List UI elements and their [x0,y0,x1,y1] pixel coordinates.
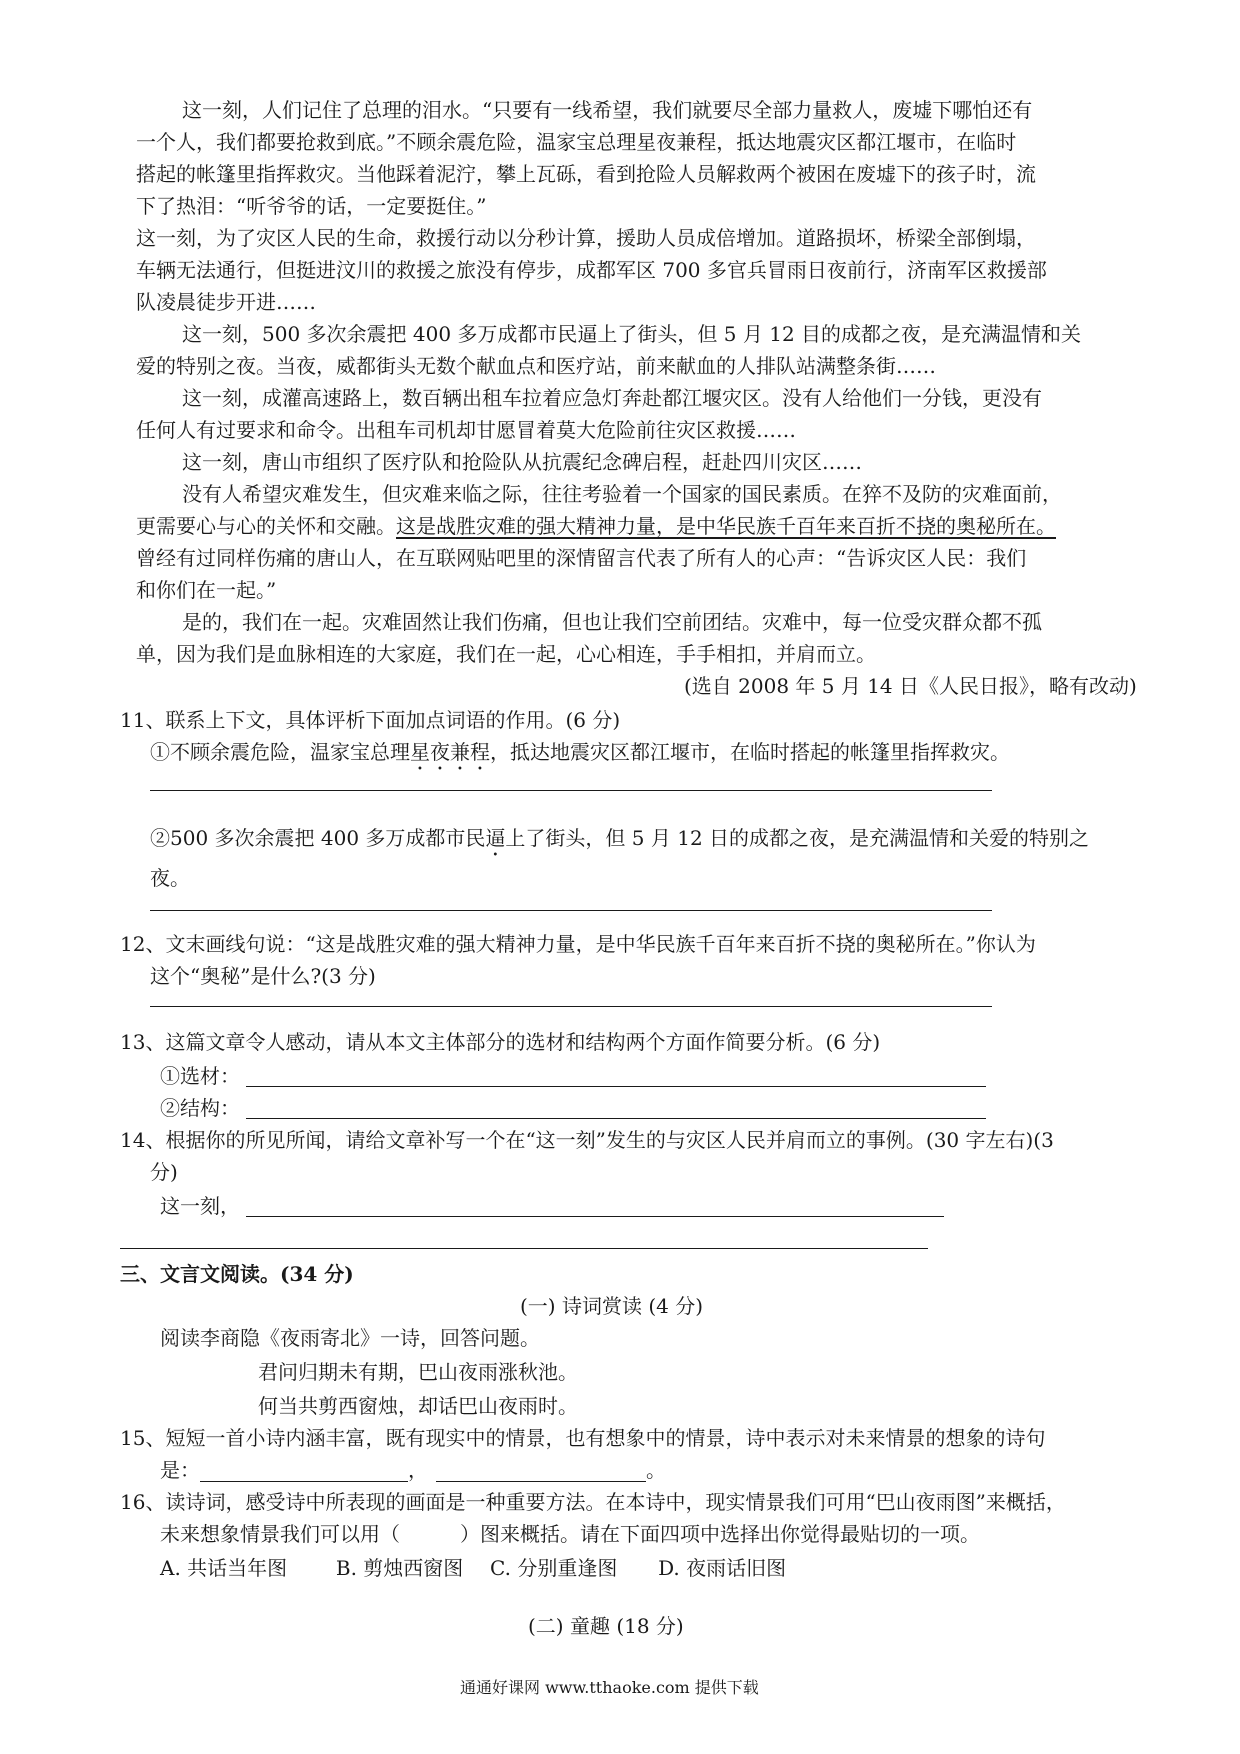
question-11-item-2-cont: 夜。 [150,866,190,890]
passage-line: 这一刻，唐山市组织了医疗队和抢险队从抗震纪念碑启程，赶赴四川灾区…… [182,450,862,474]
answer-line[interactable] [120,1248,928,1249]
answer-line[interactable] [150,1006,992,1007]
item-text: ， [408,1458,428,1482]
option-b[interactable]: B. 剪烛西窗图 [335,1556,464,1580]
passage-line: 和你们在一起。” [136,578,277,602]
item-text: 上了街头，但 5 月 12 日的成都之夜，是充满温情和关爱的特别之 [505,826,1090,850]
question-13: 13、这篇文章令人感动，请从本文主体部分的选材和结构两个方面作简要分析。(6 分) [120,1030,881,1054]
item-text: ②500 多次余震把 400 多万成都市民 [150,826,486,850]
question-15: 15、短短一首小诗内涵丰富，既有现实中的情景，也有想象中的情景，诗中表示对未来情景的想象的诗句 [120,1426,1046,1450]
poem-line: 何当共剪西窗烛，却话巴山夜雨时。 [258,1394,578,1418]
underlined-sentence: 这是战胜灾难的强大精神力量，是中华民族千百年来百折不挠的奥秘所在。 [396,514,1056,538]
question-14: 14、根据你的所见所闻，请给文章补写一个在“这一刻”发生的与灾区人民并肩而立的事例。(30 字左右)(3 [120,1128,1054,1152]
option-c[interactable]: C. 分别重逢图 [490,1556,618,1580]
passage-line: 这一刻，成灌高速路上，数百辆出租车拉着应急灯奔赴都江堰灾区。没有人给他们一分钱，更没有 [182,386,1042,410]
passage-line: 队凌晨徒步开进…… [136,290,316,314]
question-13-label-b: ②结构： [160,1096,240,1120]
answer-line[interactable] [246,1086,986,1087]
answer-line[interactable] [246,1118,986,1119]
subsection-heading: (二) 童趣 (18 分) [528,1614,684,1638]
answer-line[interactable] [150,910,992,911]
poem-line: 君问归期未有期，巴山夜雨涨秋池。 [258,1360,578,1384]
passage-line: 下了热泪：“听爷爷的话，一定要挺住。” [136,194,487,218]
passage-line: 爱的特别之夜。当夜，威都街头无数个献血点和医疗站，前来献血的人排队站满整条街…… [136,354,936,378]
option-a[interactable]: A. 共话当年图 [160,1556,288,1580]
dotted-word: 逼 [485,826,506,850]
question-11: 11、联系上下文，具体评析下面加点词语的作用。(6 分) [120,708,621,732]
passage-line: 车辆无法通行，但挺进汶川的救援之旅没有停步，成都军区 700 多官兵冒雨日夜前行，济南军区救援部 [136,258,1047,282]
question-12: 12、文末画线句说：“这是战胜灾难的强大精神力量，是中华民族千百年来百折不挠的奥秘所在。”你认为 [120,932,1036,956]
options-row [160,1556,786,1580]
passage-line: 一个人，我们都要抢救到底。”不顾余震危险，温家宝总理星夜兼程，抵达地震灾区都江堰市，在临时 [136,130,1017,154]
question-11-item-2 [150,826,1089,861]
item-text: 。 [646,1458,666,1482]
subsection-heading: (一) 诗词赏读 (4 分) [520,1294,704,1318]
answer-line[interactable] [150,790,992,791]
question-16: 16、读诗词，感受诗中所表现的画面是一种重要方法。在本诗中，现实情景我们可用“巴山夜雨图”来概括， [120,1490,1066,1514]
passage-line: 是的，我们在一起。灾难固然让我们伤痛，但也让我们空前团结。灾难中，每一位受灾群众都不孤 [182,610,1042,634]
passage-line: 这一刻，人们记住了总理的泪水。“只要有一线希望，我们就要尽全部力量救人，废墟下哪怕还有 [182,98,1033,122]
blank-1[interactable] [200,1463,408,1482]
answer-line[interactable] [246,1216,944,1217]
question-14-cont: 分) [150,1160,178,1184]
passage-line [136,514,1056,538]
option-d[interactable]: D. 夜雨话旧图 [658,1556,787,1580]
passage-line: 单，因为我们是血脉相连的大家庭，我们在一起，心心相连，手手相扣，并肩而立。 [136,642,876,666]
passage-line: 这一刻，500 多次余震把 400 多万成都市民逼上了街头，但 5 月 12 目的成都之夜，是充满温情和关 [182,322,1082,346]
section-heading: 三、文言文阅读。(34 分) [120,1262,354,1286]
dotted-word: 星夜兼程 [410,740,490,764]
instruction: 阅读李商隐《夜雨寄北》一诗，回答问题。 [160,1326,540,1350]
blank-2[interactable] [436,1463,646,1482]
question-15-cont [160,1458,666,1482]
question-13-label-a: ①选材： [160,1064,240,1088]
passage-line: 这一刻，为了灾区人民的生命，救援行动以分秒计算，援助人员成倍增加。道路损坏，桥梁全部倒塌， [136,226,1036,250]
footer: 通通好课网 www.tthaoke.com 提供下载 [460,1678,759,1697]
question-11-item-1 [150,740,1010,775]
item-text: ，抵达地震灾区都江堰市，在临时搭起的帐篷里指挥救灾。 [490,740,1010,764]
item-text: 是： [160,1458,200,1482]
passage-line: 搭起的帐篷里指挥救灾。当他踩着泥泞，攀上瓦砾，看到抢险人员解救两个被困在废墟下的孩子时，流 [136,162,1036,186]
passage-line: 没有人希望灾难发生，但灾难来临之际，往往考验着一个国家的国民素质。在猝不及防的灾难面前， [182,482,1062,506]
passage-line: 曾经有过同样伤痛的唐山人，在互联网贴吧里的深情留言代表了所有人的心声：“告诉灾区人民：我们 [136,546,1027,570]
passage-line: 任何人有过要求和命令。出租车司机却甘愿冒着莫大危险前往灾区救援…… [136,418,796,442]
passage-source: (选自 2008 年 5 月 14 日《人民日报》，略有改动) [684,674,1137,698]
question-14-prompt: 这一刻， [160,1194,240,1218]
question-12-cont: 这个“奥秘”是什么?(3 分) [150,964,376,988]
item-text: ①不顾余震危险，温家宝总理 [150,740,410,764]
passage-text: 更需要心与心的关怀和交融。 [136,514,396,538]
question-16-cont: 未来想象情景我们可以用（ ）图来概括。请在下面四项中选择出你觉得最贴切的一项。 [160,1522,980,1546]
